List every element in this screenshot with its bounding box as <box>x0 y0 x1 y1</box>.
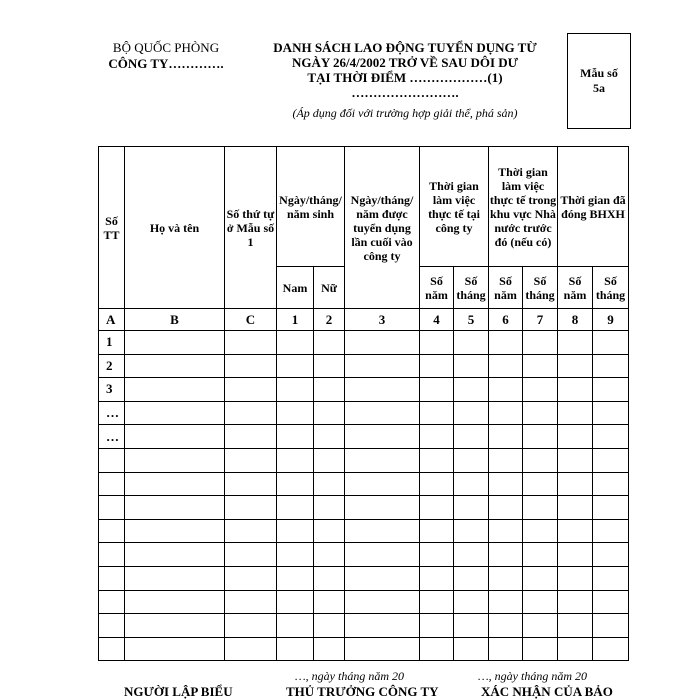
table-cell <box>523 496 558 520</box>
row-number-cell <box>99 472 125 496</box>
table-cell <box>593 378 629 402</box>
table-cell <box>593 331 629 355</box>
table-cell <box>523 614 558 638</box>
column-index-cell: 7 <box>523 309 558 331</box>
table-cell <box>277 472 314 496</box>
table-cell <box>523 354 558 378</box>
table-cell <box>345 448 420 472</box>
table-cell <box>314 566 345 590</box>
table-cell <box>454 401 489 425</box>
table-cell <box>558 378 593 402</box>
table-cell <box>125 472 225 496</box>
table-cell <box>489 448 523 472</box>
table-cell <box>314 401 345 425</box>
header-row-1 <box>99 147 629 267</box>
table-cell <box>125 378 225 402</box>
table-cell <box>225 378 277 402</box>
table-cell <box>277 401 314 425</box>
row-number-cell: … <box>99 401 125 425</box>
row-number-cell <box>99 566 125 590</box>
table-cell <box>593 448 629 472</box>
row-number-cell <box>99 637 125 661</box>
table-cell <box>345 472 420 496</box>
table-cell <box>345 331 420 355</box>
table-cell <box>454 425 489 449</box>
table-cell <box>489 590 523 614</box>
table-cell <box>420 354 454 378</box>
table-cell <box>523 472 558 496</box>
table-cell <box>523 331 558 355</box>
table-cell <box>125 614 225 638</box>
table-cell <box>523 425 558 449</box>
table-cell <box>454 637 489 661</box>
table-cell <box>125 354 225 378</box>
table-row <box>99 378 629 402</box>
header-state-years: Số năm <box>489 267 523 309</box>
table-cell <box>593 496 629 520</box>
table-cell <box>454 378 489 402</box>
company-name: CÔNG TY…………. <box>108 56 224 71</box>
table-cell <box>314 637 345 661</box>
table-cell <box>489 378 523 402</box>
header-male: Nam <box>277 267 314 309</box>
table-cell <box>420 566 454 590</box>
employee-table <box>98 146 629 661</box>
table-cell <box>593 543 629 567</box>
table-cell <box>558 543 593 567</box>
table-cell <box>314 472 345 496</box>
table-cell <box>125 543 225 567</box>
table-cell <box>454 448 489 472</box>
signature-preparer: NGƯỜI LẬP BIỂU <box>124 684 233 699</box>
table-cell <box>593 519 629 543</box>
header-female: Nữ <box>314 267 345 309</box>
signing-date-insurance: …, ngày tháng năm 20 <box>478 669 587 683</box>
header-dob: Ngày/tháng/ năm sinh <box>277 147 345 267</box>
table-cell <box>420 590 454 614</box>
table-row <box>99 472 629 496</box>
ministry-name: BỘ QUỐC PHÒNG <box>112 40 220 55</box>
table-cell <box>277 519 314 543</box>
table-cell <box>593 354 629 378</box>
column-index-cell: 4 <box>420 309 454 331</box>
table-cell <box>345 637 420 661</box>
header-bhxh-years: Số năm <box>558 267 593 309</box>
column-index-cell: 5 <box>454 309 489 331</box>
table-cell <box>125 496 225 520</box>
table-cell <box>558 614 593 638</box>
table-cell <box>277 354 314 378</box>
table-cell <box>489 566 523 590</box>
table-cell <box>489 519 523 543</box>
table-cell <box>558 425 593 449</box>
table-cell <box>277 425 314 449</box>
table-cell <box>420 401 454 425</box>
table-cell <box>454 543 489 567</box>
form-number-label: Mẫu số 5a <box>580 66 618 95</box>
row-number-cell: 3 <box>99 378 125 402</box>
table-cell <box>523 448 558 472</box>
table-cell <box>277 590 314 614</box>
table-cell <box>454 566 489 590</box>
row-number-cell: … <box>99 425 125 449</box>
table-cell <box>558 401 593 425</box>
table-cell <box>314 448 345 472</box>
title-line-3: TẠI THỜI ĐIỂM ………………(1) <box>307 70 503 85</box>
table-cell <box>125 519 225 543</box>
table-cell <box>314 543 345 567</box>
column-index-row <box>99 309 629 331</box>
header-bhxh: Thời gian đã đóng BHXH <box>558 147 629 267</box>
table-cell <box>420 331 454 355</box>
table-cell <box>277 614 314 638</box>
table-cell <box>345 614 420 638</box>
table-cell <box>225 425 277 449</box>
table-cell <box>225 566 277 590</box>
table-cell <box>593 637 629 661</box>
title-line-1: DANH SÁCH LAO ĐỘNG TUYỂN DỤNG TỪ <box>273 40 537 55</box>
table-cell <box>314 354 345 378</box>
column-index-cell: 3 <box>345 309 420 331</box>
header-hired: Ngày/tháng/ năm được tuyển dụng lần cuối vào công ty <box>345 147 420 309</box>
table-cell <box>523 543 558 567</box>
table-cell <box>523 590 558 614</box>
table-cell <box>593 590 629 614</box>
table-cell <box>125 401 225 425</box>
header-stt: Số TT <box>99 147 125 309</box>
row-number-cell <box>99 543 125 567</box>
table-cell <box>225 401 277 425</box>
table-cell <box>277 448 314 472</box>
table-cell <box>489 496 523 520</box>
row-number-cell <box>99 519 125 543</box>
header-bhxh-months: Số tháng <box>593 267 629 309</box>
header-name: Họ và tên <box>125 147 225 309</box>
table-cell <box>345 590 420 614</box>
table-row <box>99 590 629 614</box>
table-cell <box>523 566 558 590</box>
table-cell <box>420 519 454 543</box>
table-cell <box>314 425 345 449</box>
table-cell <box>314 614 345 638</box>
header-worktime-years: Số năm <box>420 267 454 309</box>
table-cell <box>454 496 489 520</box>
table-cell <box>345 354 420 378</box>
table-cell <box>277 496 314 520</box>
table-cell <box>314 590 345 614</box>
table-cell <box>489 354 523 378</box>
table-cell <box>345 519 420 543</box>
table-cell <box>454 354 489 378</box>
table-cell <box>277 543 314 567</box>
signature-insurance: XÁC NHẬN CỦA BẢO <box>481 684 613 699</box>
table-row <box>99 543 629 567</box>
table-cell <box>489 472 523 496</box>
column-index-cell: 9 <box>593 309 629 331</box>
table-cell <box>489 614 523 638</box>
header-order: Số thứ tự ở Mẫu số 1 <box>225 147 277 309</box>
table-row <box>99 496 629 520</box>
signature-director: THỦ TRƯỞNG CÔNG TY <box>286 684 439 699</box>
table-cell <box>125 637 225 661</box>
signing-date-company: …, ngày tháng năm 20 <box>295 669 404 683</box>
header-state-months: Số tháng <box>523 267 558 309</box>
table-cell <box>558 566 593 590</box>
table-row <box>99 614 629 638</box>
table-cell <box>225 519 277 543</box>
table-cell <box>558 472 593 496</box>
table-cell <box>489 543 523 567</box>
table-cell <box>345 566 420 590</box>
row-number-cell: 2 <box>99 354 125 378</box>
table-row <box>99 566 629 590</box>
table-cell <box>454 590 489 614</box>
column-index-cell: 8 <box>558 309 593 331</box>
title-line-2: NGÀY 26/4/2002 TRỞ VỀ SAU DÔI DƯ <box>291 55 519 70</box>
table-cell <box>558 519 593 543</box>
table-cell <box>593 472 629 496</box>
table-cell <box>454 614 489 638</box>
table-cell <box>523 401 558 425</box>
header-worktime-months: Số tháng <box>454 267 489 309</box>
table-cell <box>558 448 593 472</box>
table-cell <box>225 614 277 638</box>
table-cell <box>125 566 225 590</box>
table-cell <box>558 590 593 614</box>
table-cell <box>593 566 629 590</box>
table-cell <box>454 519 489 543</box>
row-number-cell <box>99 448 125 472</box>
table-cell <box>489 425 523 449</box>
table-row <box>99 519 629 543</box>
table-cell <box>277 331 314 355</box>
table-cell <box>225 637 277 661</box>
table-cell <box>523 378 558 402</box>
table-cell <box>277 566 314 590</box>
table-cell <box>420 378 454 402</box>
table-cell <box>454 472 489 496</box>
table-cell <box>558 354 593 378</box>
column-index-cell: 1 <box>277 309 314 331</box>
table-cell <box>345 378 420 402</box>
table-cell <box>593 614 629 638</box>
table-cell <box>558 637 593 661</box>
row-number-cell <box>99 614 125 638</box>
table-cell <box>489 637 523 661</box>
table-cell <box>225 543 277 567</box>
table-cell <box>420 472 454 496</box>
table-cell <box>345 401 420 425</box>
document-subtitle: (Áp dụng đối với trường hợp giải thể, phá sản) <box>292 106 518 120</box>
row-number-cell <box>99 590 125 614</box>
table-cell <box>593 401 629 425</box>
column-index-cell: C <box>225 309 277 331</box>
row-number-cell: 1 <box>99 331 125 355</box>
table-cell <box>125 331 225 355</box>
table-cell <box>420 637 454 661</box>
table-cell <box>489 331 523 355</box>
table-cell <box>345 425 420 449</box>
table-cell <box>125 425 225 449</box>
table-cell <box>558 496 593 520</box>
table-row <box>99 401 629 425</box>
table-cell <box>225 448 277 472</box>
table-row <box>99 448 629 472</box>
title-line-4: ……………………. <box>351 85 459 100</box>
table-cell <box>523 519 558 543</box>
table-row <box>99 354 629 378</box>
table-row <box>99 425 629 449</box>
table-cell <box>558 331 593 355</box>
table-cell <box>420 496 454 520</box>
table-cell <box>314 378 345 402</box>
table-cell <box>125 448 225 472</box>
table-cell <box>523 637 558 661</box>
table-cell <box>225 590 277 614</box>
table-cell <box>225 496 277 520</box>
table-cell <box>454 331 489 355</box>
header-worktime: Thời gian làm việc thực tế tại công ty <box>420 147 489 267</box>
table-cell <box>225 354 277 378</box>
table-cell <box>420 448 454 472</box>
issuer-block <box>96 40 236 72</box>
table-cell <box>420 425 454 449</box>
table-cell <box>489 401 523 425</box>
header-state-worktime: Thời gian làm việc thực tế trong khu vực Nhà nước trước đó (nếu có) <box>489 147 558 267</box>
table-cell <box>314 519 345 543</box>
table-cell <box>420 614 454 638</box>
table-cell <box>314 331 345 355</box>
column-index-cell: B <box>125 309 225 331</box>
table-cell <box>277 378 314 402</box>
table-cell <box>345 496 420 520</box>
table-cell <box>225 331 277 355</box>
table-cell <box>277 637 314 661</box>
table-cell <box>345 543 420 567</box>
table-cell <box>225 472 277 496</box>
column-index-cell: 6 <box>489 309 523 331</box>
table-cell <box>420 543 454 567</box>
table-cell <box>125 590 225 614</box>
form-number-box <box>567 33 631 129</box>
table-cell <box>593 425 629 449</box>
document-title <box>250 40 560 100</box>
row-number-cell <box>99 496 125 520</box>
column-index-cell: 2 <box>314 309 345 331</box>
table-row <box>99 331 629 355</box>
table-cell <box>314 496 345 520</box>
column-index-cell: A <box>99 309 125 331</box>
table-row <box>99 637 629 661</box>
